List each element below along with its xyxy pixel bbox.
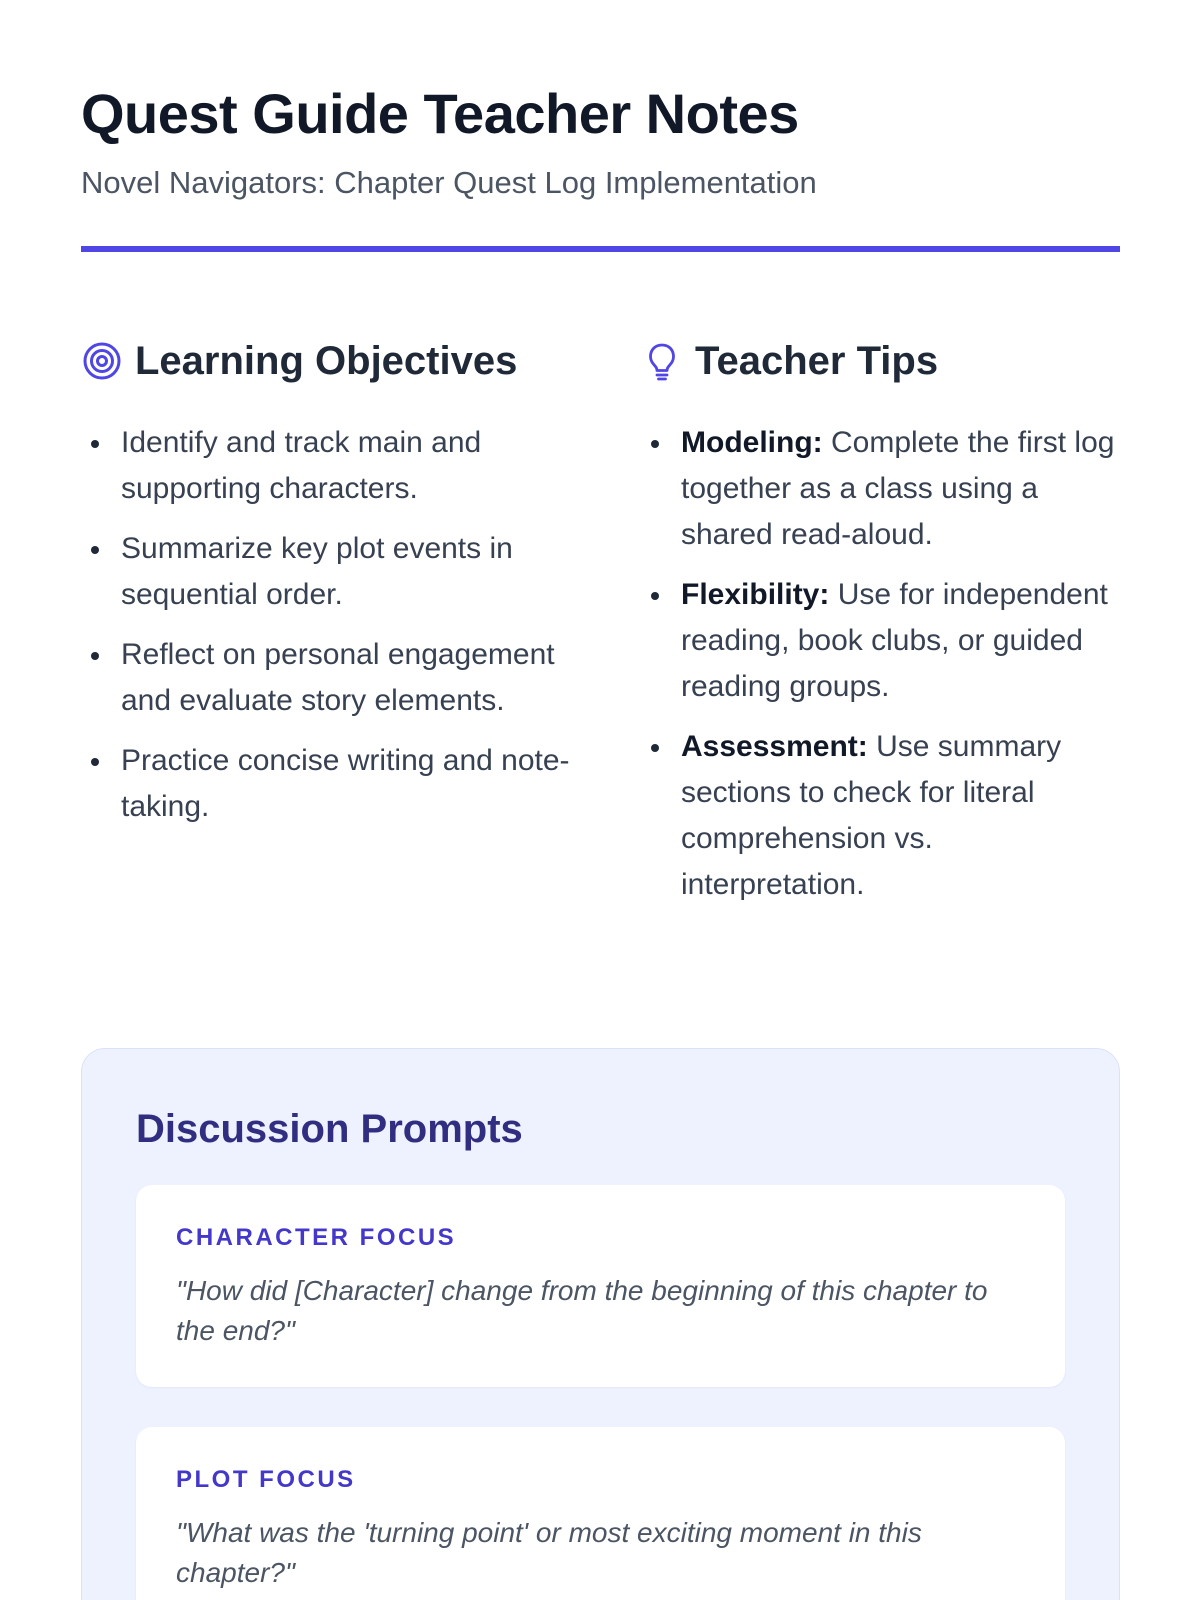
tip-text: Use summary sections to check for literal comprehension vs. interpretation. <box>681 730 1062 901</box>
page-subtitle: Novel Navigators: Chapter Quest Log Implementation <box>81 165 817 200</box>
header-divider <box>81 246 1120 252</box>
tip-text: Complete the first log together as a class using a shared read-aloud. <box>681 426 1115 551</box>
discussion-prompts-heading: Discussion Prompts <box>136 1107 523 1151</box>
teacher-tips-header <box>641 334 1120 388</box>
list-item: Identify and track main and supporting characters. <box>81 420 641 512</box>
discussion-prompts-panel <box>81 1048 1120 1600</box>
tips-list <box>641 420 1120 908</box>
prompt-label: PLOT FOCUS <box>176 1466 356 1493</box>
list-item <box>641 572 1120 710</box>
tip-term: Modeling: <box>681 426 823 459</box>
prompt-card-plot <box>136 1427 1065 1600</box>
prompt-card-character <box>136 1185 1065 1387</box>
learning-objectives-heading: Learning Objectives <box>135 339 518 383</box>
target-icon <box>81 340 123 382</box>
notes-columns <box>81 334 1120 922</box>
learning-objectives-header <box>81 334 641 388</box>
page-title: Quest Guide Teacher Notes <box>81 82 799 145</box>
list-item <box>641 724 1120 908</box>
tip-term: Assessment: <box>681 730 868 763</box>
list-item: Summarize key plot events in sequential order. <box>81 526 641 618</box>
list-item <box>641 420 1120 558</box>
lightbulb-icon <box>641 340 683 382</box>
teacher-tips-heading: Teacher Tips <box>695 339 939 383</box>
tip-text: Use for independent reading, book clubs, or guided reading groups. <box>681 578 1108 703</box>
prompt-quote: "What was the 'turning point' or most exciting moment in this chapter?" <box>176 1517 922 1588</box>
tip-term: Flexibility: <box>681 578 830 611</box>
list-item: Reflect on personal engagement and evaluate story elements. <box>81 632 641 724</box>
teacher-tips-section <box>641 334 1120 922</box>
objectives-list <box>81 420 641 830</box>
prompt-quote: "How did [Character] change from the beginning of this chapter to the end?" <box>176 1275 988 1346</box>
prompt-label: CHARACTER FOCUS <box>176 1224 457 1251</box>
list-item: Practice concise writing and note-taking. <box>81 738 641 830</box>
learning-objectives-section <box>81 334 641 922</box>
